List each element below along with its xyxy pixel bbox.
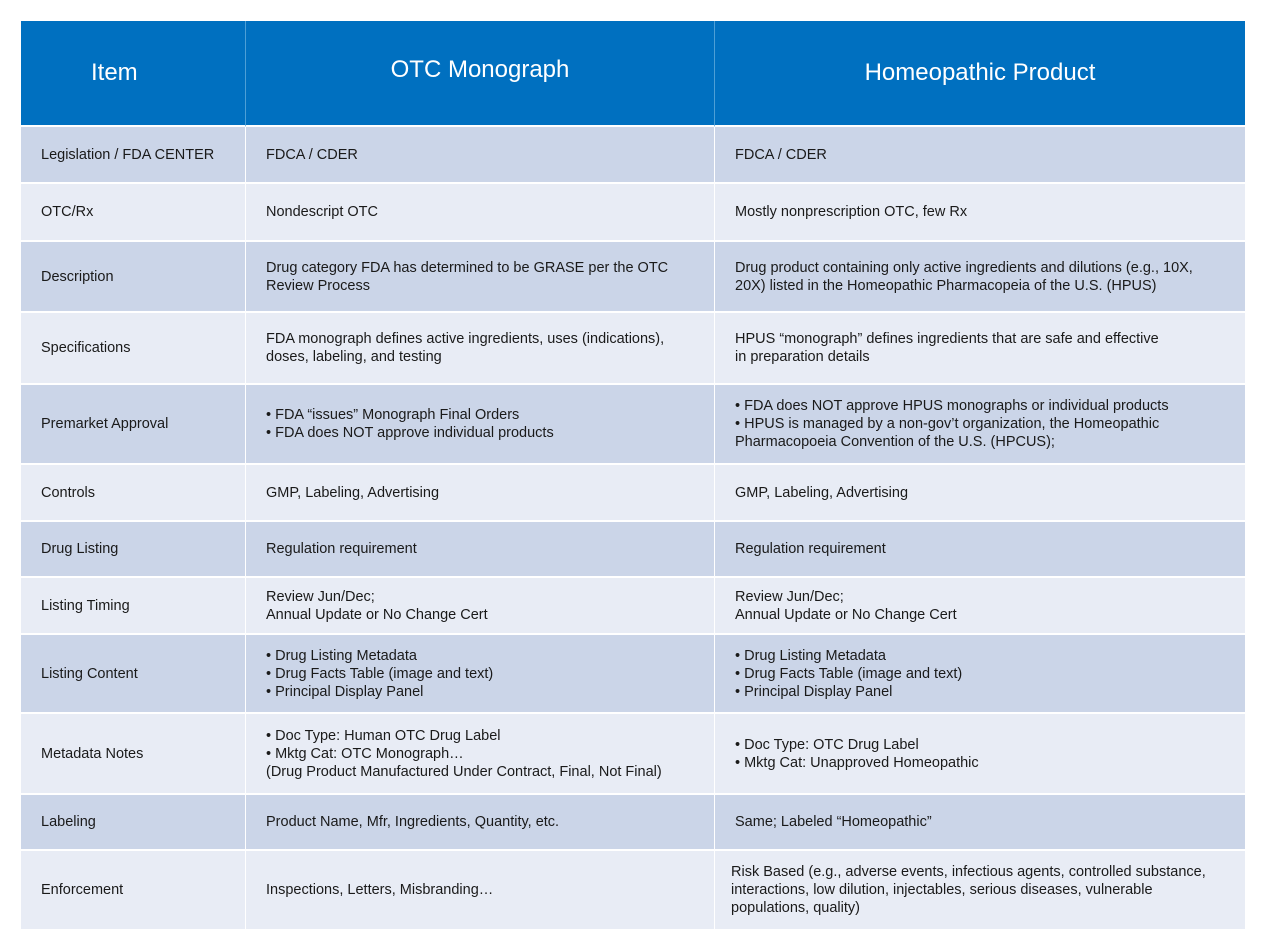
homeopathic-cell: • Drug Listing Metadata • Drug Facts Table (image and text) • Principal Display Panel xyxy=(715,635,1245,714)
row-item-cell: Controls xyxy=(21,465,246,522)
table-row xyxy=(21,465,1245,522)
row-item-cell: Enforcement xyxy=(21,851,246,931)
homeopathic-cell: Regulation requirement xyxy=(715,522,1245,578)
otc-cell: GMP, Labeling, Advertising xyxy=(246,465,715,522)
homeopathic-cell: FDCA / CDER xyxy=(715,127,1245,184)
row-item-cell: Labeling xyxy=(21,795,246,851)
homeopathic-cell: Risk Based (e.g., adverse events, infectious agents, controlled substance, interactions, low dilution, injectables, serious diseases, vulnerable populations, quality) xyxy=(715,851,1245,931)
homeopathic-cell: • Doc Type: OTC Drug Label • Mktg Cat: Unapproved Homeopathic xyxy=(715,714,1245,795)
homeopathic-cell: Mostly nonprescription OTC, few Rx xyxy=(715,184,1245,242)
table-row xyxy=(21,385,1245,465)
comparison-table xyxy=(21,21,1245,931)
table-row xyxy=(21,578,1245,635)
header-otc-monograph: OTC Monograph xyxy=(246,21,715,127)
table-row xyxy=(21,127,1245,184)
otc-cell: Drug category FDA has determined to be GRASE per the OTC Review Process xyxy=(246,242,715,313)
header-item: Item xyxy=(21,21,246,127)
table-row xyxy=(21,795,1245,851)
homeopathic-cell: HPUS “monograph” defines ingredients that are safe and effective in preparation details xyxy=(715,313,1245,385)
homeopathic-cell: Review Jun/Dec; Annual Update or No Change Cert xyxy=(715,578,1245,635)
row-item-cell: Listing Content xyxy=(21,635,246,714)
row-item-cell: Premarket Approval xyxy=(21,385,246,465)
homeopathic-cell: • FDA does NOT approve HPUS monographs or individual products • HPUS is managed by a non-gov’t organization, the Homeopathic Pharmacopoeia Convention of the U.S. (HPCUS); xyxy=(715,385,1245,465)
otc-cell: Review Jun/Dec; Annual Update or No Change Cert xyxy=(246,578,715,635)
homeopathic-cell: GMP, Labeling, Advertising xyxy=(715,465,1245,522)
table-body xyxy=(21,127,1245,931)
row-item-cell: OTC/Rx xyxy=(21,184,246,242)
header-row xyxy=(21,21,1245,127)
otc-cell: • FDA “issues” Monograph Final Orders • FDA does NOT approve individual products xyxy=(246,385,715,465)
table-header xyxy=(21,21,1245,127)
otc-cell: FDA monograph defines active ingredients, uses (indications), doses, labeling, and testing xyxy=(246,313,715,385)
row-item-cell: Specifications xyxy=(21,313,246,385)
row-item-cell: Drug Listing xyxy=(21,522,246,578)
table-row xyxy=(21,635,1245,714)
otc-cell: Nondescript OTC xyxy=(246,184,715,242)
homeopathic-cell: Same; Labeled “Homeopathic” xyxy=(715,795,1245,851)
table-row xyxy=(21,714,1245,795)
otc-cell: • Doc Type: Human OTC Drug Label • Mktg Cat: OTC Monograph… (Drug Product Manufactured Under Contract, Final, Not Final) xyxy=(246,714,715,795)
otc-cell: Product Name, Mfr, Ingredients, Quantity, etc. xyxy=(246,795,715,851)
table-row xyxy=(21,522,1245,578)
homeopathic-cell: Drug product containing only active ingredients and dilutions (e.g., 10X, 20X) listed in the Homeopathic Pharmacopeia of the U.S. (HPUS) xyxy=(715,242,1245,313)
otc-cell: Inspections, Letters, Misbranding… xyxy=(246,851,715,931)
otc-cell: • Drug Listing Metadata • Drug Facts Table (image and text) • Principal Display Panel xyxy=(246,635,715,714)
header-homeopathic-product: Homeopathic Product xyxy=(715,21,1245,127)
row-item-cell: Description xyxy=(21,242,246,313)
row-item-cell: Legislation / FDA CENTER xyxy=(21,127,246,184)
row-item-cell: Listing Timing xyxy=(21,578,246,635)
otc-cell: FDCA / CDER xyxy=(246,127,715,184)
otc-cell: Regulation requirement xyxy=(246,522,715,578)
table-row xyxy=(21,242,1245,313)
table-row xyxy=(21,851,1245,931)
row-item-cell: Metadata Notes xyxy=(21,714,246,795)
table-row xyxy=(21,313,1245,385)
table-row xyxy=(21,184,1245,242)
